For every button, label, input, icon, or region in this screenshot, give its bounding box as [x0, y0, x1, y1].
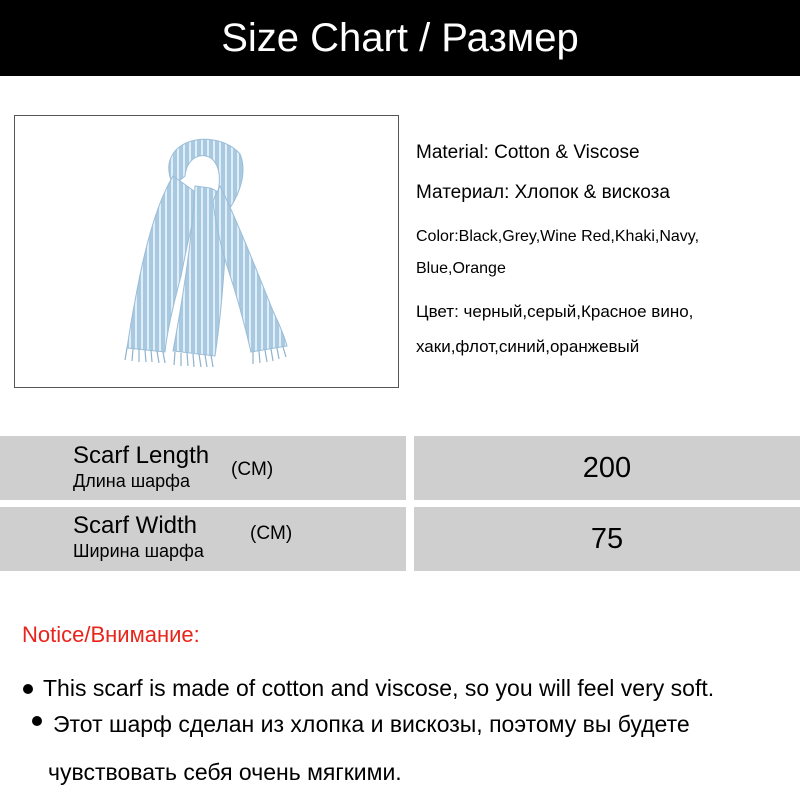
notice-title: Notice/Внимание:	[22, 622, 200, 647]
product-image	[14, 115, 399, 388]
size-label-cell	[0, 436, 406, 500]
bullet-icon	[32, 716, 42, 726]
size-value: 75	[414, 507, 800, 571]
size-label-en: Scarf Length	[73, 442, 210, 469]
header-bar	[0, 0, 800, 76]
notice-bullet-ru-line2: чувствовать себя очень мягкими.	[48, 759, 402, 785]
page-title: Size Chart / Размер	[221, 16, 579, 60]
size-label-ru: Длина шарфа	[73, 471, 190, 491]
size-label-en: Scarf Width	[73, 512, 198, 539]
notice-bullet-en: This scarf is made of cotton and viscose, so you will feel very soft.	[43, 675, 715, 701]
color-ru-line2: хаки,флот,синий,оранжевый	[416, 337, 640, 356]
size-row-width	[0, 507, 800, 571]
size-row-length	[0, 436, 800, 500]
size-unit: (CM)	[250, 523, 293, 544]
size-value: 200	[414, 436, 800, 500]
color-en-line1: Color:Black,Grey,Wine Red,Khaki,Navy,	[416, 228, 700, 245]
color-ru-line1: Цвет: черный,серый,Красное вино,	[416, 302, 694, 321]
size-unit: (CM)	[231, 459, 274, 480]
color-en-line2: Blue,Orange	[416, 260, 506, 277]
size-label-ru: Ширина шарфа	[73, 541, 204, 561]
bullet-icon	[23, 684, 33, 694]
material-en: Material: Cotton & Viscose	[416, 142, 640, 163]
size-label-cell	[0, 507, 406, 571]
scarf-photo	[15, 116, 398, 387]
material-ru: Материал: Хлопок & вискоза	[416, 182, 670, 203]
notice-bullet-ru-line1: Этот шарф сделан из хлопка и вискозы, поэтому вы будете	[53, 711, 690, 737]
